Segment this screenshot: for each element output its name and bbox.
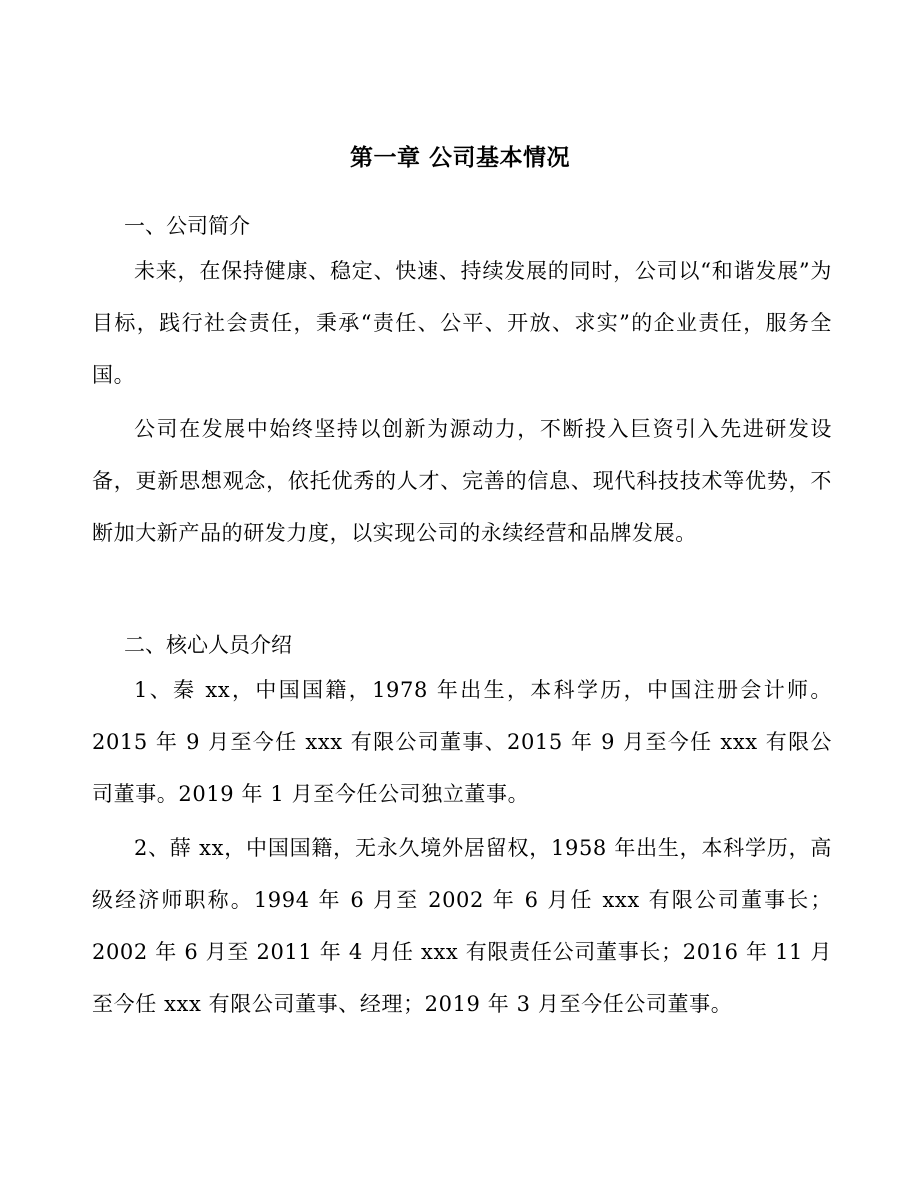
- paragraph-person-2: 2、薛 xx，中国国籍，无永久境外居留权，1958 年出生，本科学历，高级经济师职称。1994 年 6 月至 2002 年 6 月任 xxx 有限公司董事长；2002 年 6 月至 2011 年 4 月任 xxx 有限责任公司董事长；2016 年 11 月至今任 xxx 有限公司董事、经理；2019 年 3 月至今任公司董事。: [92, 836, 832, 1016]
- paragraph-company-innovation: 公司在发展中始终坚持以创新为源动力，不断投入巨资引入先进研发设备，更新思想观念，依托优秀的人才、完善的信息、现代科技技术等优势，不断加大新产品的研发力度，以实现公司的永续经营和品牌发展。: [92, 417, 832, 545]
- paragraph-company-vision: 未来，在保持健康、稳定、快速、持续发展的同时，公司以“和谐发展”为目标，践行社会责任，秉承“责任、公平、开放、求实”的企业责任，服务全国。: [92, 259, 832, 387]
- section-heading-company-profile: 一、公司简介: [124, 214, 250, 238]
- chapter-title: 第一章 公司基本情况: [349, 144, 570, 171]
- section-heading-core-personnel: 二、核心人员介绍: [124, 633, 292, 657]
- paragraph-person-1: 1、秦 xx，中国国籍，1978 年出生，本科学历，中国注册会计师。2015 年 9 月至今任 xxx 有限公司董事、2015 年 9 月至今任 xxx 有限公司董事。2019 年 1 月至今任公司独立董事。: [92, 678, 832, 806]
